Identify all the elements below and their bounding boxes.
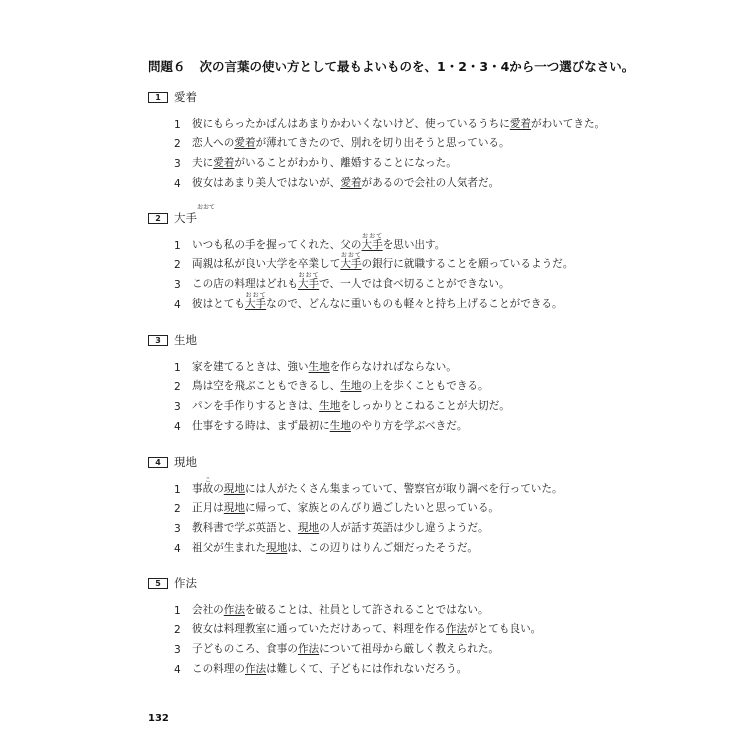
option-text-before: この店の料理はどれも: [192, 278, 298, 291]
option-text-prefix: 事: [192, 482, 203, 495]
option-text-before: 両親は私が良い大学を卒業して: [192, 258, 341, 271]
option-text-after: がとても良い。: [467, 623, 542, 636]
option-item: [174, 496, 708, 516]
target-word-reading: おおて: [361, 232, 383, 240]
question-word-group: [174, 204, 215, 226]
target-word: 作法: [445, 623, 468, 636]
option-text-after: を破ることは、社員として許されることではない。: [244, 603, 489, 616]
target-word: 生地: [319, 400, 341, 413]
option-text: [192, 272, 510, 291]
option-item: [174, 271, 708, 291]
target-word: 愛着: [509, 117, 531, 130]
option-text-after: に帰って、家族とのんびり過ごしたいと思っている。: [244, 502, 500, 515]
option-text: [192, 233, 445, 252]
option-item: [174, 252, 708, 272]
option-number: 3: [174, 401, 181, 414]
option-number: 4: [174, 177, 181, 190]
furigana-reading: こ: [202, 476, 214, 484]
option-text-after: がいることがわかり、離婚することになった。: [234, 157, 457, 170]
option-number: 2: [174, 138, 181, 151]
target-word: 現地: [223, 482, 245, 495]
option-item: [174, 232, 708, 252]
option-number: 1: [174, 118, 181, 131]
option-number: 2: [174, 503, 181, 516]
option-text-before: 鳥は空を飛ぶこともできるし、: [192, 380, 341, 393]
question-header: [148, 450, 708, 470]
option-text-before: この料理の: [192, 662, 245, 675]
question-word-group: 愛着: [174, 90, 197, 104]
option-number: 3: [174, 644, 181, 657]
option-text: [192, 661, 467, 676]
question-header: [148, 328, 708, 348]
problem-instruction: 次の言葉の使い方として最もよいものを、1・2・3・4から一つ選びなさい。: [199, 59, 635, 74]
option-text-before: パンを手作りするときは、: [192, 400, 320, 413]
option-text: [192, 477, 563, 496]
furigana-base: 故: [202, 482, 214, 495]
option-text-after: をしっかりとこねることが大切だ。: [340, 400, 510, 413]
option-item: [174, 393, 708, 413]
option-text-before: 祖父が生まれた: [192, 541, 267, 554]
option-text: [192, 175, 499, 190]
furigana-word: [202, 476, 214, 495]
option-item: [174, 374, 708, 394]
option-item: [174, 354, 708, 374]
option-item: [174, 413, 708, 433]
target-word-reading: おおて: [297, 272, 320, 280]
option-number: 2: [174, 259, 181, 272]
option-text-before: 夫に: [192, 157, 214, 170]
option-text-before: 家を建てるときは、強い: [192, 360, 309, 373]
option-text: [192, 602, 489, 617]
target-word: [361, 232, 383, 251]
target-word: [244, 291, 267, 310]
option-text-before: 彼にもらったかばんはあまりかわいくないけど、使っているうちに: [192, 117, 510, 130]
question-word-group: 現地: [174, 455, 197, 469]
option-text-before: 仕事をする時は、まず最初に: [192, 419, 330, 432]
option-text: [192, 540, 478, 555]
option-text: [192, 398, 510, 413]
option-number: 4: [174, 298, 181, 311]
target-word: [297, 272, 320, 291]
option-text-before: の: [213, 482, 224, 495]
option-number: 3: [174, 279, 181, 292]
question-number-box: 4: [148, 457, 168, 468]
option-number: 4: [174, 663, 181, 676]
question-word-group: 作法: [174, 576, 197, 590]
question-word-group: 生地: [174, 333, 197, 347]
option-text: [192, 359, 457, 374]
target-word-reading: おおて: [340, 252, 362, 260]
option-item: [174, 291, 708, 311]
option-text-before: いつも私の手を握ってくれた、父の: [192, 238, 362, 251]
option-item: [174, 476, 708, 496]
target-word: 作法: [223, 603, 245, 616]
target-word-base: 大手: [340, 258, 362, 271]
target-word: 愛着: [213, 157, 235, 170]
option-text-after: のやり方を学ぶべきだ。: [350, 419, 468, 432]
option-text: [192, 135, 510, 150]
option-item: [174, 656, 708, 676]
option-text-before: 彼はとても: [192, 297, 245, 310]
option-text-before: 彼女は料理教室に通っていただけあって、料理を作る: [192, 623, 446, 636]
question-1: [148, 85, 708, 190]
target-word-base: 大手: [361, 238, 383, 251]
question-word: 大手: [174, 211, 197, 225]
option-text-after: の銀行に就職することを願っているようだ。: [361, 258, 574, 271]
option-list: [174, 232, 708, 311]
question-4: [148, 450, 708, 555]
option-item: [174, 170, 708, 190]
option-item: [174, 131, 708, 151]
question-number-box: 5: [148, 578, 168, 589]
target-word: 愛着: [234, 137, 256, 150]
option-text: [192, 500, 499, 515]
problem-number: 問題６: [148, 59, 186, 74]
option-text-before: 教科書で学ぶ英語と、: [192, 522, 298, 535]
option-text-after: の人が話す英語は少し違うようだ。: [319, 522, 489, 535]
option-item: [174, 597, 708, 617]
option-text-after: について祖母から厳しく教えられた。: [319, 643, 500, 656]
question-2: [148, 206, 708, 311]
option-text: [192, 292, 563, 311]
option-number: 4: [174, 420, 181, 433]
question-header: [148, 571, 708, 591]
option-text-after: は、この辺りはりんご畑だったそうだ。: [287, 541, 479, 554]
target-word: 現地: [297, 522, 320, 535]
option-item: [174, 111, 708, 131]
option-item: [174, 515, 708, 535]
target-word: 現地: [223, 502, 245, 515]
page-number: 132: [148, 713, 169, 724]
target-word: 現地: [266, 541, 288, 554]
option-number: 3: [174, 523, 181, 536]
question-word-reading: おおて: [197, 204, 215, 211]
option-list: [174, 597, 708, 676]
option-text-after: を思い出す。: [382, 238, 446, 251]
option-text-after: なので、どんなに重いものも軽々と持ち上げることができる。: [266, 297, 563, 310]
option-text-before: 正月は: [192, 502, 224, 515]
question-3: [148, 328, 708, 433]
option-text-before: 子どものころ、食事の: [192, 643, 298, 656]
page-title: [148, 57, 634, 75]
option-text-before: 恋人への: [192, 137, 235, 150]
option-item: [174, 617, 708, 637]
option-list: [174, 111, 708, 190]
target-word-base: 大手: [297, 278, 320, 291]
option-text-before: 会社の: [192, 603, 224, 616]
option-text: [192, 520, 489, 535]
option-text: [192, 252, 573, 271]
option-text: [192, 621, 541, 636]
target-word-reading: おおて: [244, 291, 267, 299]
option-text: [192, 418, 467, 433]
option-text-after: が薄れてきたので、別れを切り出そうと思っている。: [255, 137, 510, 150]
option-text: [192, 378, 489, 393]
option-item: [174, 150, 708, 170]
option-number: 1: [174, 483, 181, 496]
option-number: 3: [174, 158, 181, 171]
option-text-after: は難しくて、子どもには作れないだろう。: [266, 662, 468, 675]
question-5: [148, 571, 708, 676]
question-number-box: 1: [148, 92, 168, 103]
target-word: 生地: [329, 419, 351, 432]
option-text-after: で、一人では食べ切ることができない。: [319, 278, 510, 291]
option-list: [174, 354, 708, 433]
option-number: 1: [174, 361, 181, 374]
target-word: 作法: [297, 643, 320, 656]
option-number: 2: [174, 381, 181, 394]
target-word: 生地: [340, 380, 362, 393]
option-number: 1: [174, 604, 181, 617]
option-text: [192, 155, 457, 170]
target-word: 作法: [244, 662, 267, 675]
option-number: 4: [174, 542, 181, 555]
question-number-box: 3: [148, 335, 168, 346]
option-text-after: には人がたくさん集まっていて、警察官が取り調べを行っていた。: [244, 482, 563, 495]
question-number-box: 2: [148, 213, 168, 224]
option-text: [192, 116, 605, 131]
target-word: 愛着: [340, 176, 362, 189]
option-text-after: を作らなければならない。: [329, 360, 457, 373]
option-text: [192, 641, 499, 656]
option-text-after: の上を歩くこともできる。: [361, 380, 489, 393]
option-number: 1: [174, 239, 181, 252]
target-word: [340, 252, 362, 271]
option-item: [174, 636, 708, 656]
option-text-before: 彼女はあまり美人ではないが、: [192, 176, 341, 189]
option-item: [174, 535, 708, 555]
target-word-base: 大手: [244, 297, 267, 310]
option-text-after: がわいてきた。: [531, 117, 606, 130]
question-header: [148, 206, 708, 226]
target-word: 生地: [308, 360, 330, 373]
option-number: 2: [174, 624, 181, 637]
option-list: [174, 476, 708, 555]
question-header: [148, 85, 708, 105]
option-text-after: があるので会社の人気者だ。: [361, 176, 500, 189]
